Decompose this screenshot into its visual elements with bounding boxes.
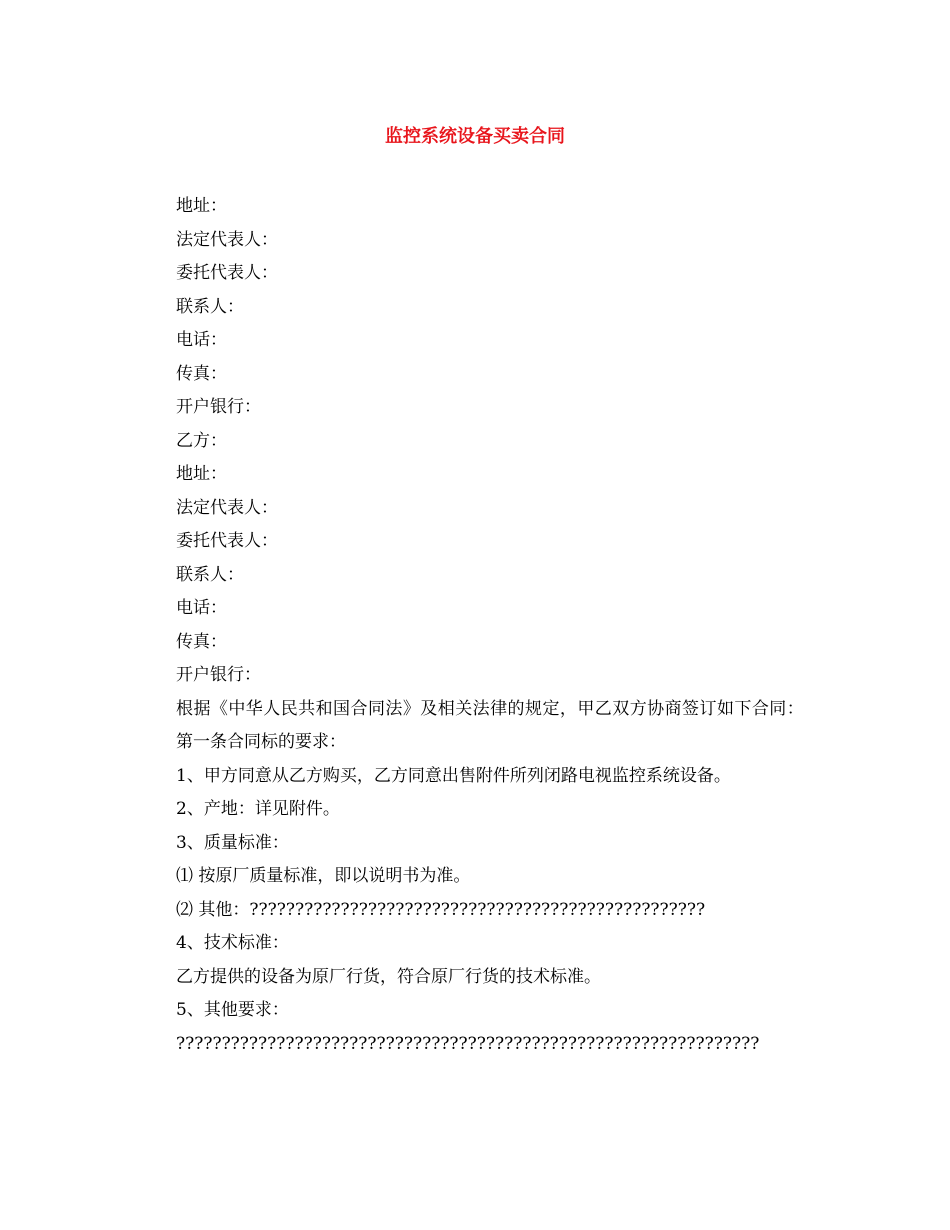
party-a-address: 地址： — [176, 196, 227, 216]
document-title: 监控系统设备买卖合同 — [385, 126, 565, 147]
party-b-agent: 委托代表人： — [176, 531, 278, 551]
article1-item4: 4、技术标准： — [176, 933, 289, 953]
party-b-address: 地址： — [176, 464, 227, 484]
article1-item5: 5、其他要求： — [176, 1000, 289, 1020]
article1-item3: 3、质量标准： — [176, 832, 289, 853]
article1-item1: 1、甲方同意从乙方购买，乙方同意出售附件所列闭路电视监控系统设备。 — [176, 765, 731, 786]
article1-item5-text: ???????????????????????????????????????????????????????????????? — [176, 1033, 760, 1054]
party-a-legal-rep: 法定代表人： — [176, 229, 278, 250]
party-a-contact: 联系人： — [176, 296, 244, 317]
party-b-label: 乙方： — [176, 430, 227, 451]
party-b-legal-rep: 法定代表人： — [176, 497, 278, 518]
article1-item3-sub2: ⑵ 其他：?????????????????????????????????????????????????? — [176, 899, 706, 920]
article1-item2: 2、产地：详见附件。 — [176, 799, 340, 819]
party-b-contact: 联系人： — [176, 564, 244, 585]
party-b-phone: 电话： — [176, 598, 227, 618]
article1-item4-text: 乙方提供的设备为原厂行货，符合原厂行货的技术标准。 — [176, 966, 601, 987]
document-body — [140, 190, 820, 1061]
preamble-paragraph: 根据《中华人民共和国合同法》及相关法律的规定，甲乙双方协商签订如下合同： — [176, 698, 805, 719]
article1-item3-sub1: ⑴ 按原厂质量标准，即以说明书为准。 — [176, 866, 471, 886]
article1-heading: 第一条合同标的要求： — [176, 732, 346, 752]
party-a-agent: 委托代表人： — [176, 263, 278, 283]
party-b-fax: 传真： — [176, 631, 227, 652]
party-b-bank: 开户银行： — [176, 665, 261, 685]
party-a-phone: 电话： — [176, 330, 227, 350]
party-a-fax: 传真： — [176, 363, 227, 384]
party-a-bank: 开户银行： — [176, 397, 261, 417]
